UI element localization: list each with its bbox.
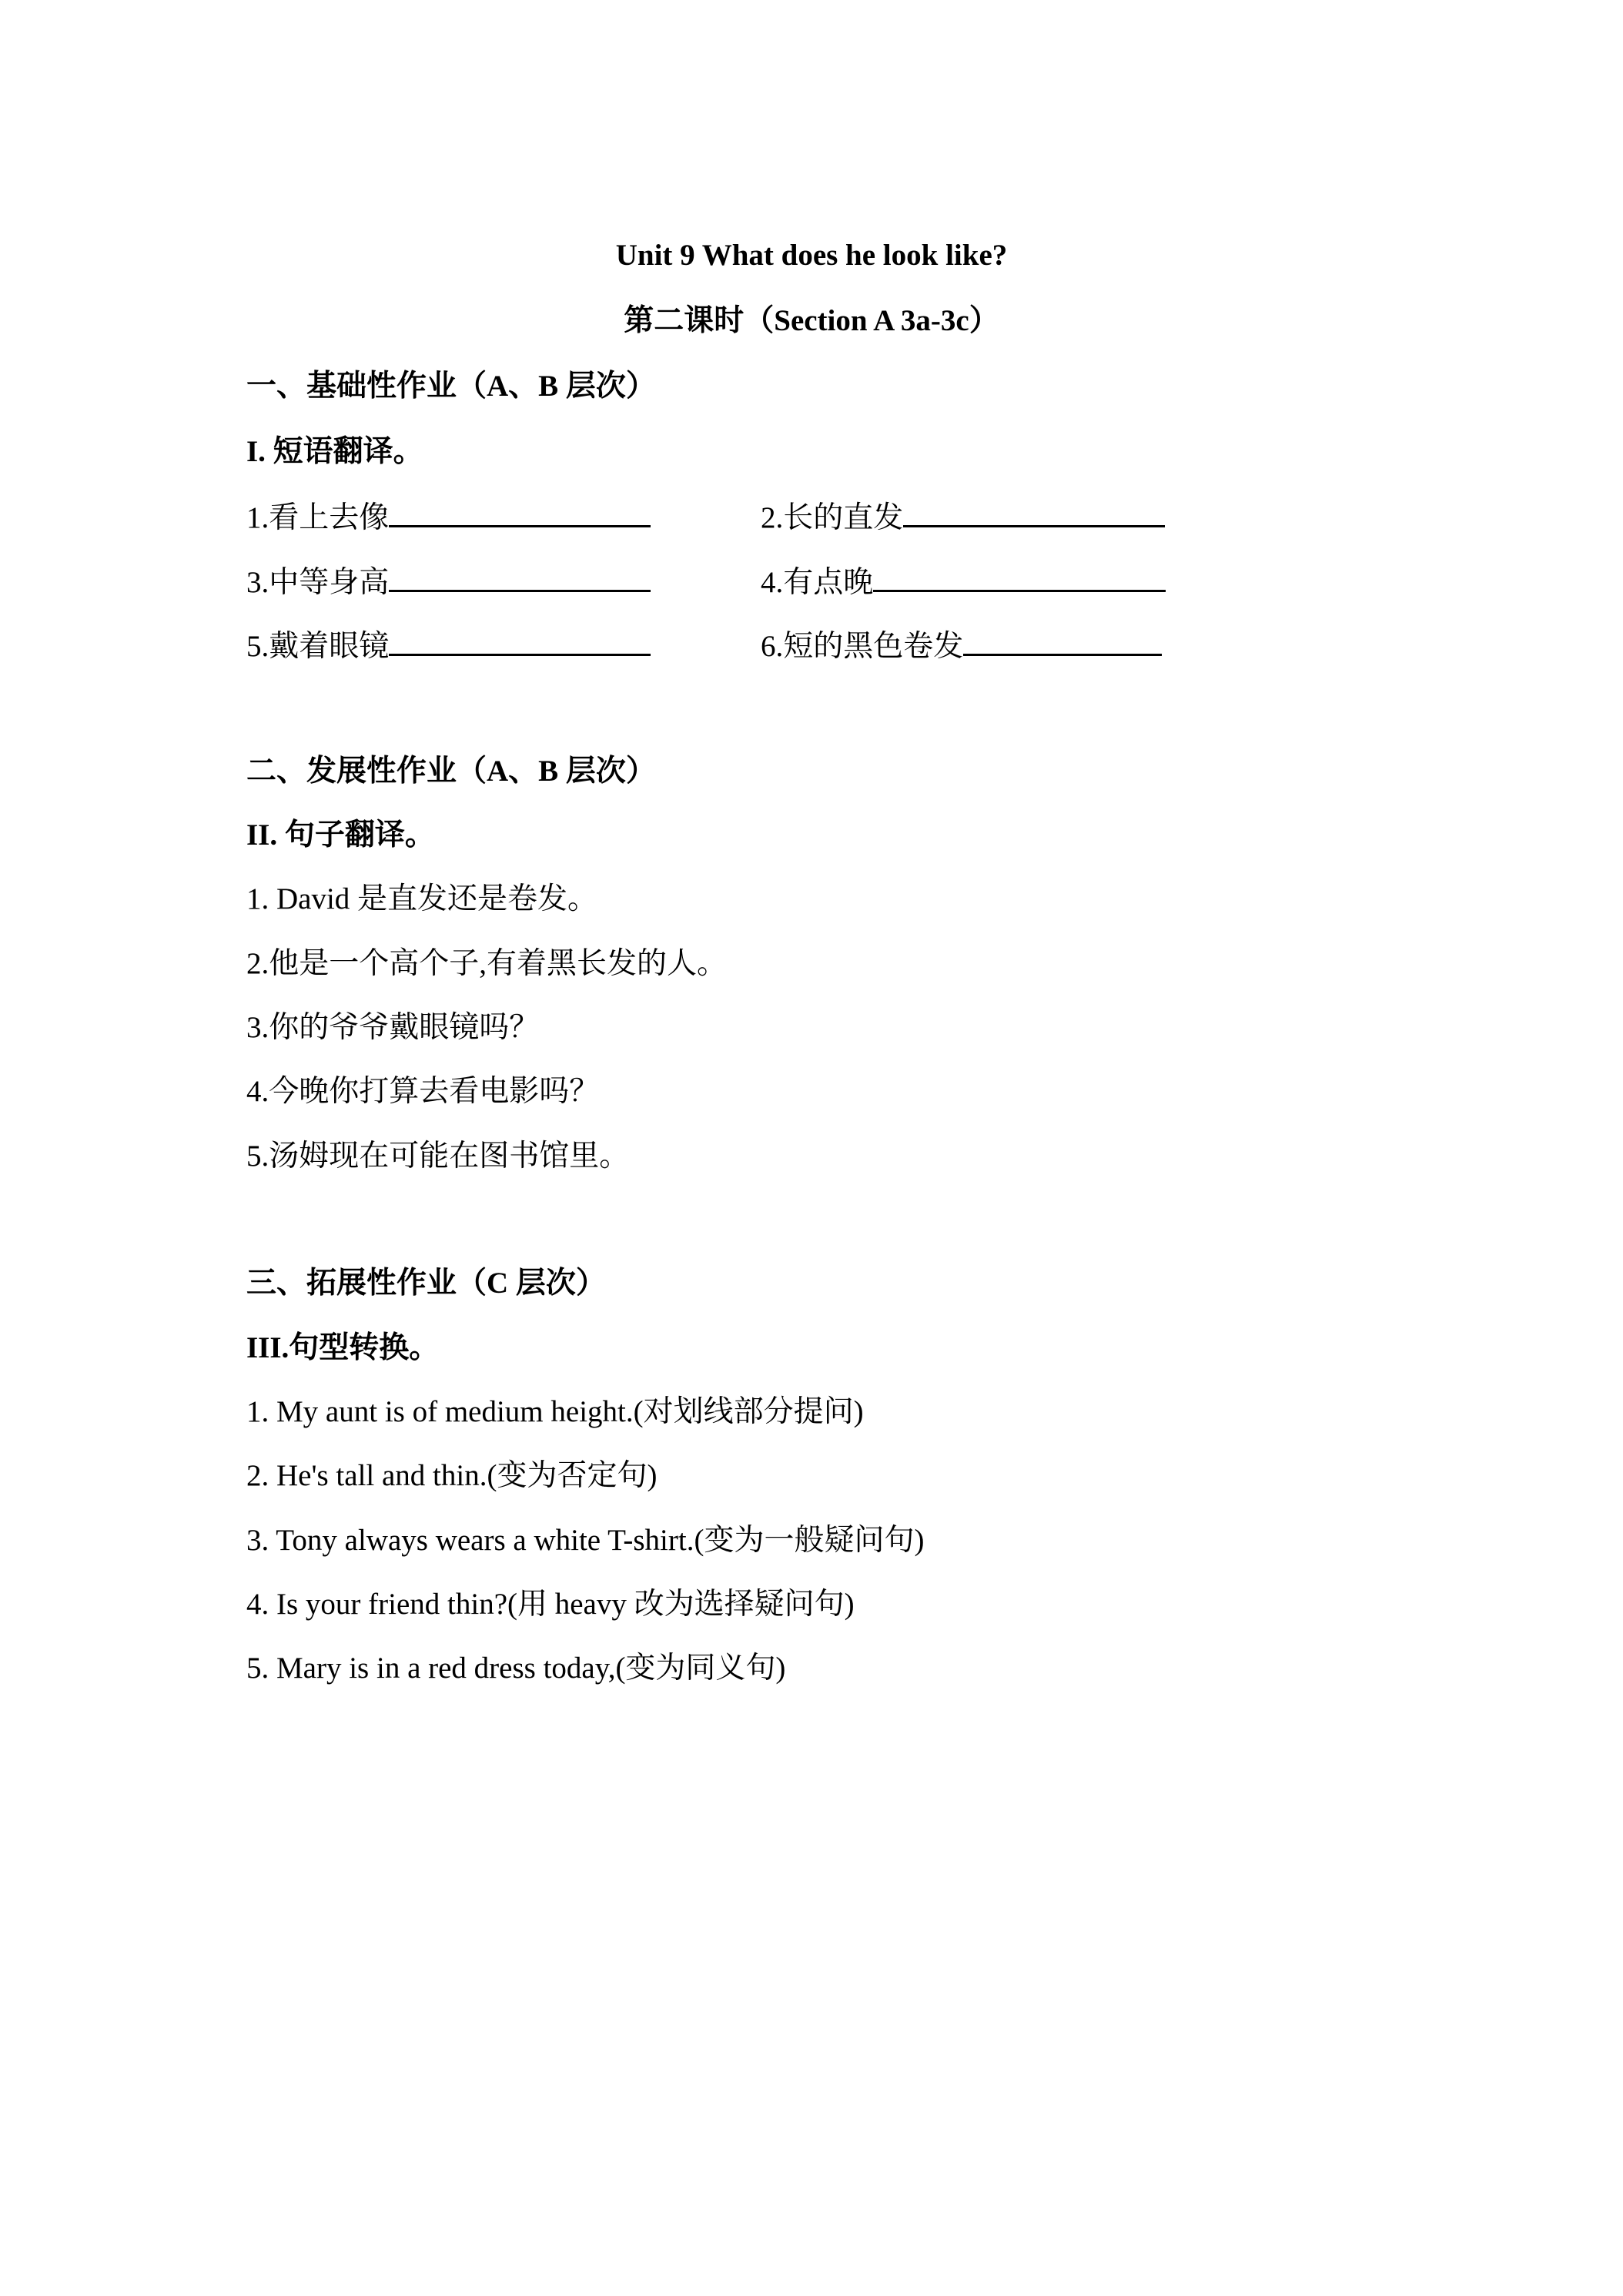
section2-heading: 二、发展性作业（A、B 层次） — [246, 755, 656, 788]
section2-part-title: II. 句子翻译。 — [246, 818, 435, 852]
sentence-item-4: 4.今晚你打算去看电影吗？ — [246, 1075, 600, 1108]
sentence-item-5: 5.汤姆现在可能在图书馆里。 — [246, 1140, 630, 1173]
phrase-item-label: 5.戴着眼镜 — [246, 630, 390, 663]
page-subtitle: 第二课时（Section A 3a-3c） — [624, 304, 999, 337]
transform-item-3: 3. Tony always wears a white T-shirt.(变为一般疑问句) — [246, 1524, 925, 1557]
phrase-item-4 — [761, 562, 1166, 601]
section3-part-title: III.句型转换。 — [246, 1331, 440, 1364]
sentence-item-3: 3.你的爷爷戴眼镜吗？ — [246, 1011, 540, 1044]
section3-heading: 三、拓展性作业（C 层次） — [246, 1267, 606, 1300]
answer-blank[interactable] — [963, 626, 1162, 656]
answer-blank[interactable] — [903, 497, 1165, 527]
phrase-item-6 — [761, 626, 1162, 665]
answer-blank[interactable] — [389, 626, 651, 656]
page-title: Unit 9 What does he look like? — [615, 239, 1008, 272]
section1-heading: 一、基础性作业（A、B 层次） — [246, 370, 656, 403]
transform-item-2: 2. He's tall and thin.(变为否定句) — [246, 1459, 658, 1492]
phrase-item-label: 4.有点晚 — [761, 566, 874, 599]
section1-part-title: I. 短语翻译。 — [246, 435, 423, 468]
phrase-item-1 — [246, 497, 651, 537]
transform-item-5: 5. Mary is in a red dress today,(变为同义句) — [246, 1652, 786, 1685]
transform-item-4: 4. Is your friend thin?(用 heavy 改为选择疑问句) — [246, 1588, 855, 1621]
phrase-item-3 — [246, 562, 651, 601]
phrase-item-label: 3.中等身高 — [246, 566, 390, 599]
phrase-item-5 — [246, 626, 651, 665]
answer-blank[interactable] — [389, 562, 651, 592]
phrase-item-label: 1.看上去像 — [246, 501, 390, 534]
phrase-item-2 — [761, 497, 1165, 537]
phrase-item-label: 2.长的直发 — [761, 501, 904, 534]
answer-blank[interactable] — [389, 497, 651, 527]
phrase-item-label: 6.短的黑色卷发 — [761, 630, 964, 663]
sentence-item-2: 2.他是一个高个子,有着黑长发的人。 — [246, 947, 728, 980]
transform-item-1: 1. My aunt is of medium height.(对划线部分提问) — [246, 1395, 864, 1428]
answer-blank[interactable] — [873, 562, 1166, 592]
sentence-item-1: 1. David 是直发还是卷发。 — [246, 882, 598, 915]
